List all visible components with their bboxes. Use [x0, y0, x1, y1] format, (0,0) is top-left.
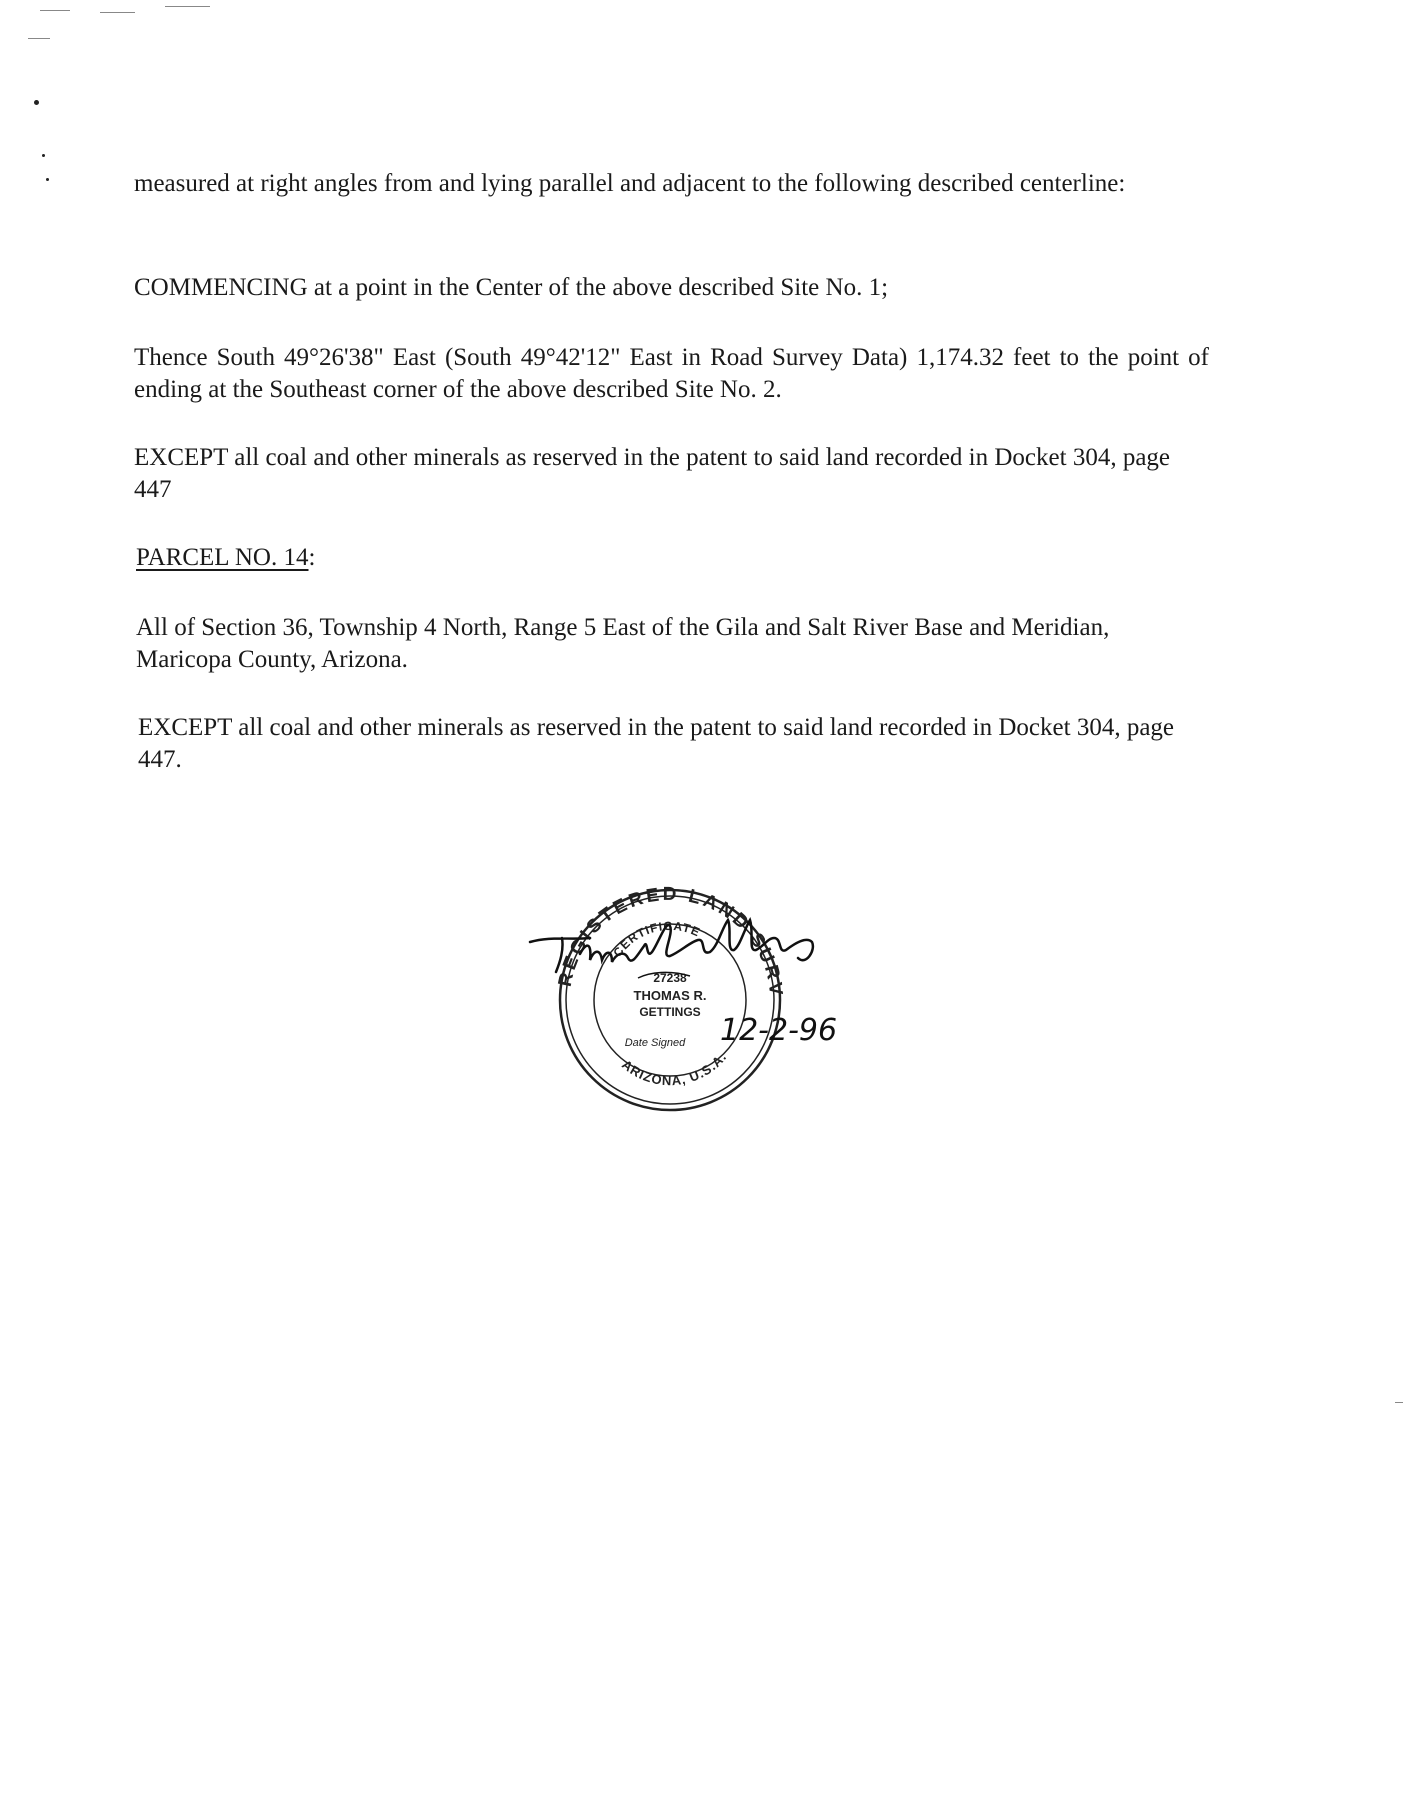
paragraph-except-2: EXCEPT all coal and other minerals as reserved in the patent to said land recorded in Docket 304, page 447.	[138, 714, 1175, 773]
paragraph-section-36: All of Section 36, Township 4 North, Range 5 East of the Gila and Salt River Base and Meridian, Maricopa County, Arizona.	[136, 614, 1110, 673]
parcel-heading-colon: :	[308, 544, 316, 571]
scan-speck	[34, 100, 39, 105]
seal-name-line2: GETTINGS	[639, 1005, 701, 1019]
scan-speck	[42, 154, 45, 157]
scan-artifact	[1395, 1402, 1403, 1403]
seal-name-line1: THOMAS R.	[633, 988, 707, 1003]
seal-date-label: Date Signed	[624, 1037, 686, 1049]
scan-artifact	[40, 10, 70, 11]
paragraph-centerline: measured at right angles from and lying parallel and adjacent to the following described centerline:	[134, 170, 1126, 197]
parcel-heading-text: PARCEL NO. 14	[136, 544, 309, 571]
seal-graphic	[520, 880, 880, 1120]
surveyor-seal-and-signature	[520, 880, 880, 1120]
scan-artifact	[28, 38, 50, 39]
scan-speck	[46, 178, 49, 181]
paragraph-commencing: COMMENCING at a point in the Center of the above described Site No. 1;	[134, 274, 889, 301]
signature-date: 12-2-96	[720, 1013, 838, 1048]
paragraph-thence: Thence South 49°26'38" East (South 49°42'12" East in Road Survey Data) 1,174.32 feet to the point of ending at the Southeast corner of the above described Site No. 2.	[134, 344, 1209, 403]
parcel-heading	[136, 542, 315, 574]
scan-artifact	[100, 12, 135, 13]
seal-number: 27238	[653, 971, 687, 985]
seal-bottom-text: ARIZONA, U.S.A.	[619, 1049, 730, 1089]
seal-inner-text: CERTIFICATE	[610, 918, 703, 960]
scan-artifact	[165, 6, 210, 7]
seal-ring-text: REGISTERED LAND SURV	[554, 883, 787, 999]
paragraph-except-1: EXCEPT all coal and other minerals as reserved in the patent to said land recorded in Docket 304, page 447	[134, 444, 1171, 503]
